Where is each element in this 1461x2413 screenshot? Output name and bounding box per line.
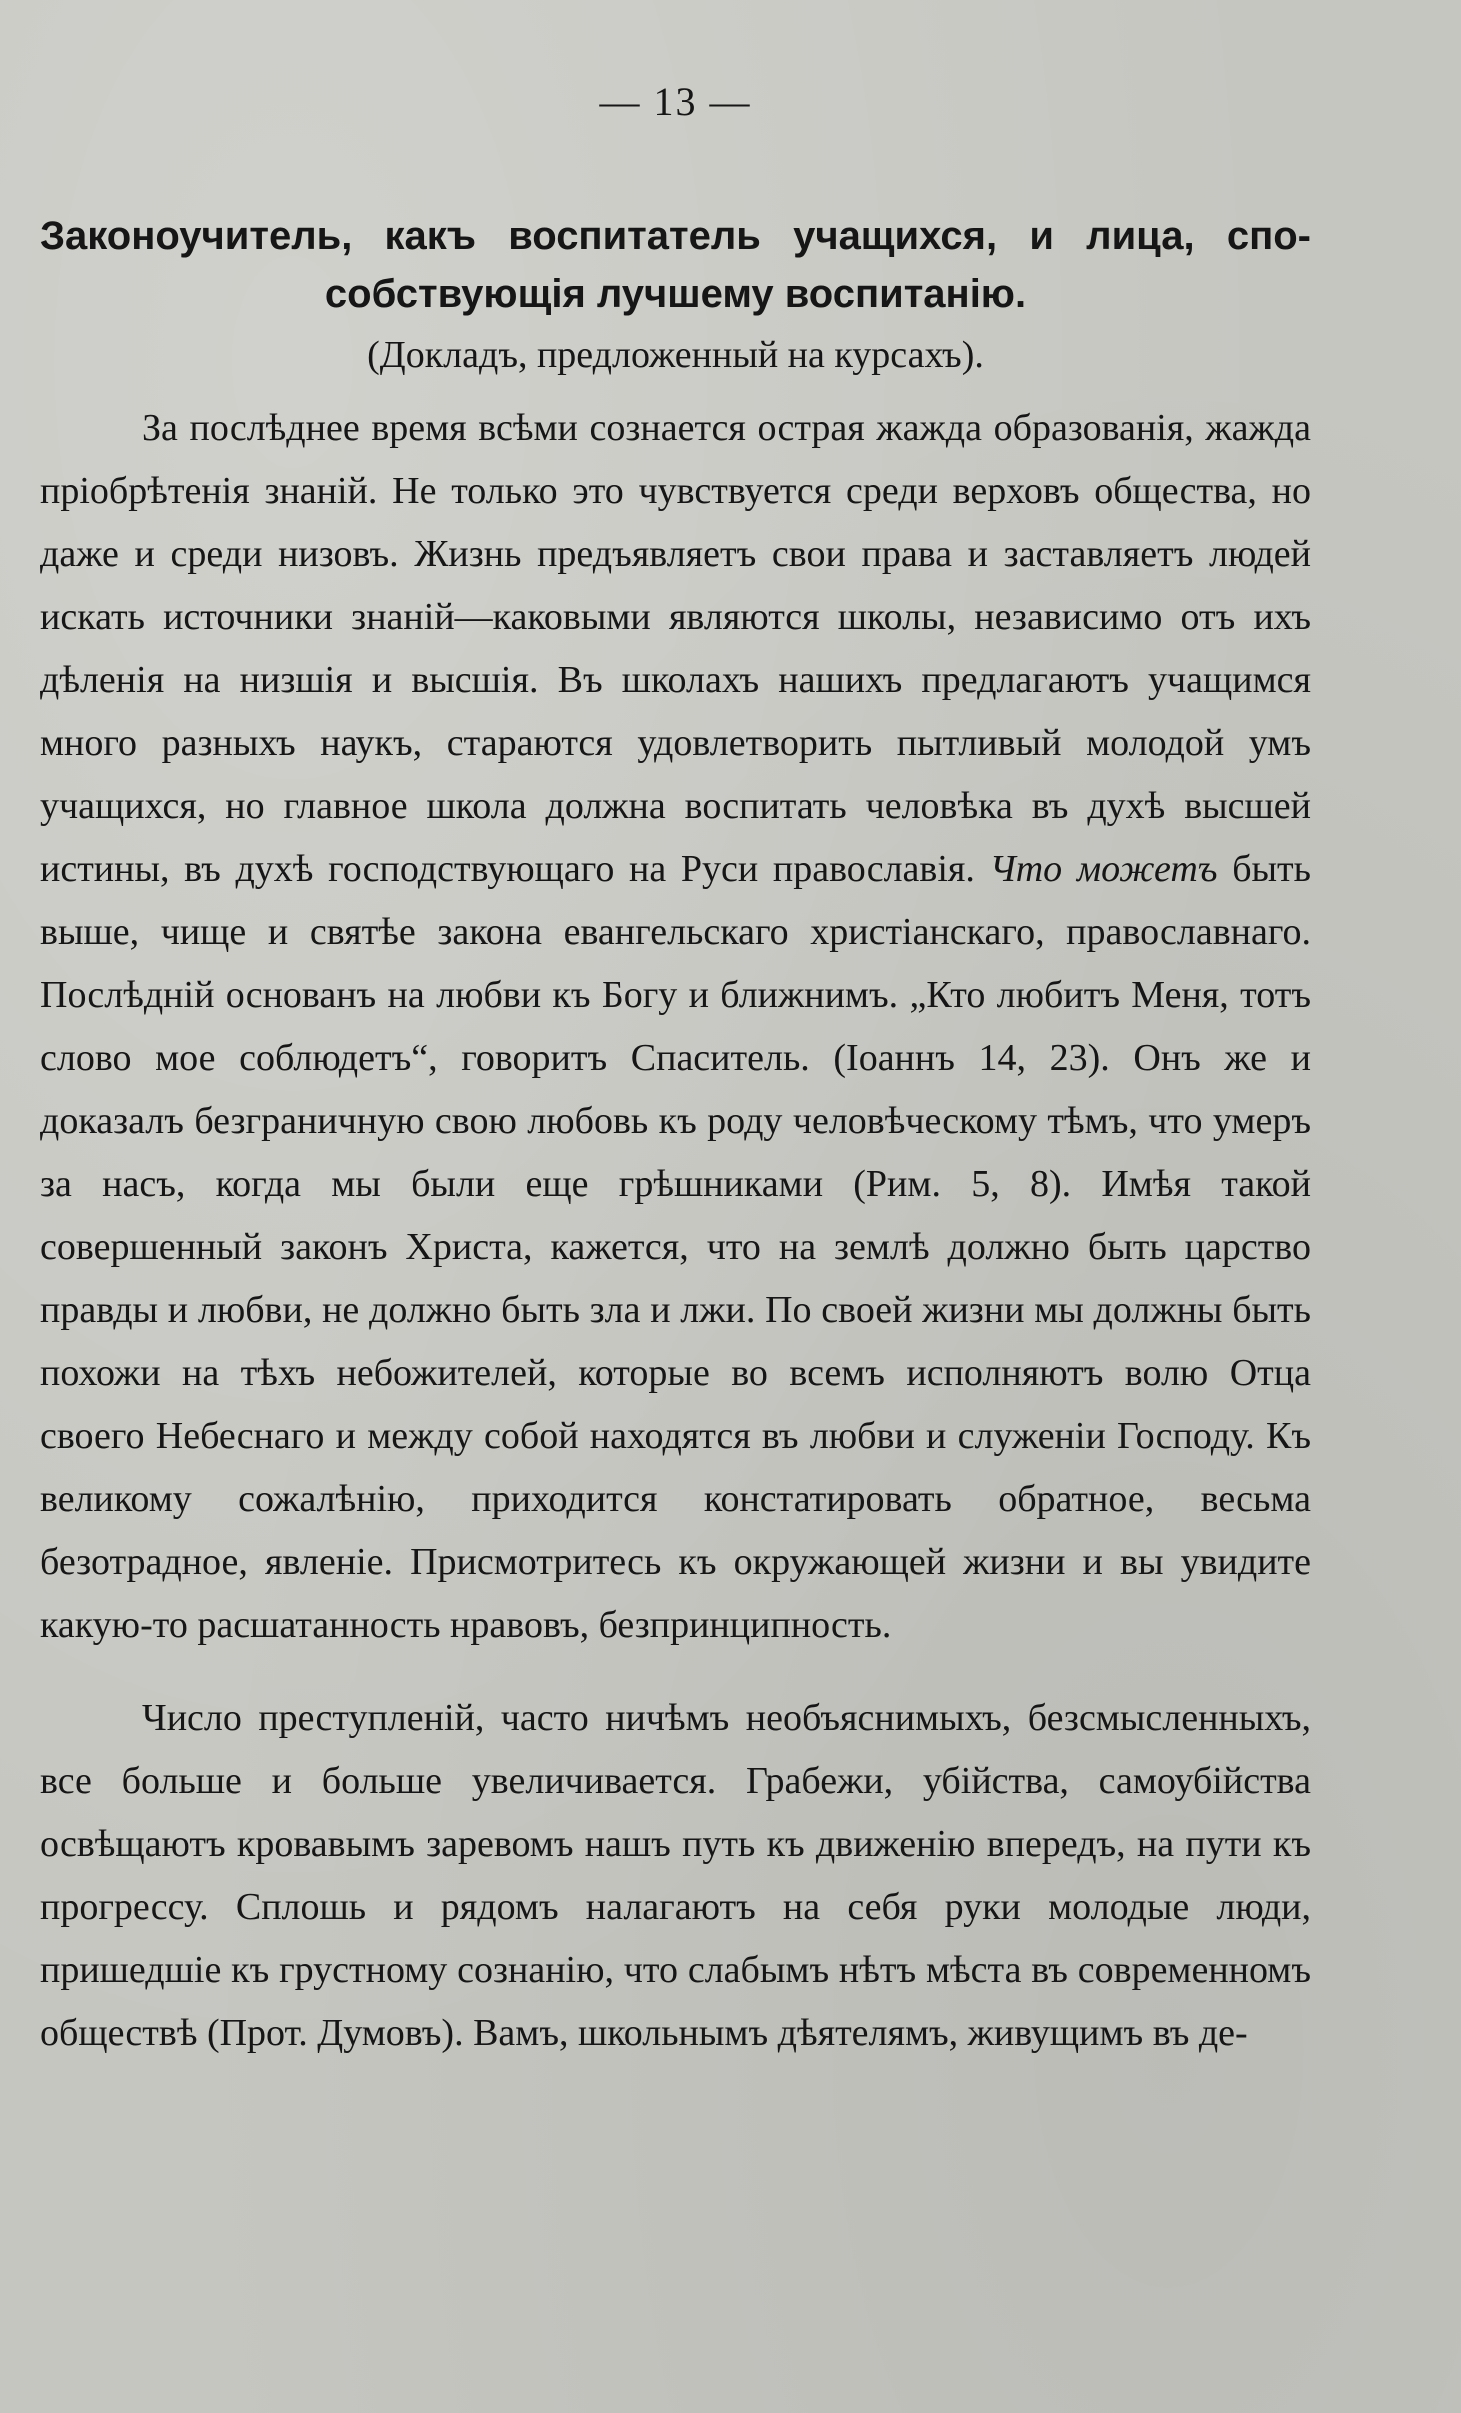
- paragraph-1: [40, 397, 1311, 1657]
- paragraph-1-part-1: За послѣднее время всѣми сознается острая жажда образованія, жажда пріобрѣтенія знаній. Не только это чувствуется среди верховъ общества, но даже и среди низовъ. Жизнь предъявляетъ свои права и заставляетъ людей искать источники знаній—каковыми являются школы, независимо отъ ихъ дѣленія на низшія и высшія. Въ школахъ нашихъ предлагаютъ учащимся много разныхъ наукъ, стараются удовлетворить пытливый молодой умъ учащихся, но главное школа должна воспитать человѣка въ духѣ высшей истины, въ духѣ господствующаго на Руси православія.: [40, 407, 1311, 890]
- chapter-subtitle: (Докладъ, предложенный на курсахъ).: [367, 334, 984, 376]
- chapter-title-line-2: собствующія лучшему воспитанію.: [324, 272, 1027, 316]
- chapter-title-line-1: Законоучитель, какъ воспитатель учащихся, и лица, спо-: [40, 214, 1311, 258]
- body-text: [40, 397, 1311, 2065]
- paragraph-2: Число преступленій, часто ничѣмъ необъяснимыхъ, безсмысленныхъ, все больше и больше увеличивается. Грабежи, убійства, самоубійства освѣщаютъ кровавымъ заревомъ нашъ путь къ движенію впередъ, на пути къ прогрессу. Сплошь и рядомъ налагаютъ на себя руки молодые люди, пришедшіе къ грустному сознанію, что слабымъ нѣтъ мѣста въ современномъ обществѣ (Прот. Думовъ). Вамъ, школьнымъ дѣятелямъ, живущимъ въ де-: [40, 1697, 1311, 2054]
- chapter-title: [40, 207, 1311, 323]
- page-number: — 13 —: [599, 79, 752, 124]
- paragraph-1-emphasis: Что можетъ: [989, 848, 1218, 890]
- paragraph-1-part-2: быть выше, чище и святѣе закона евангельскаго христіанскаго, православнаго. Послѣдній основанъ на любви къ Богу и ближнимъ. „Кто любитъ Меня, тотъ слово мое соблюдетъ“, говоритъ Спаситель. (Іоаннъ 14, 23). Онъ же и доказалъ безграничную свою любовь къ роду человѣческому тѣмъ, что умеръ за насъ, когда мы были еще грѣшниками (Рим. 5, 8). Имѣя такой совершенный законъ Христа, кажется, что на землѣ должно быть царство правды и любви, не должно быть зла и лжи. По своей жизни мы должны быть похожи на тѣхъ небожителей, которые во всемъ исполняютъ волю Отца своего Небеснаго и между собой находятся въ любви и служеніи Господу. Къ великому сожалѣнію, приходится констатировать обратное, весьма безотрадное, явленіе. Присмотритесь къ окружающей жизни и вы увидите какую-то расшатанность нравовъ, безпринципность.: [40, 848, 1311, 1646]
